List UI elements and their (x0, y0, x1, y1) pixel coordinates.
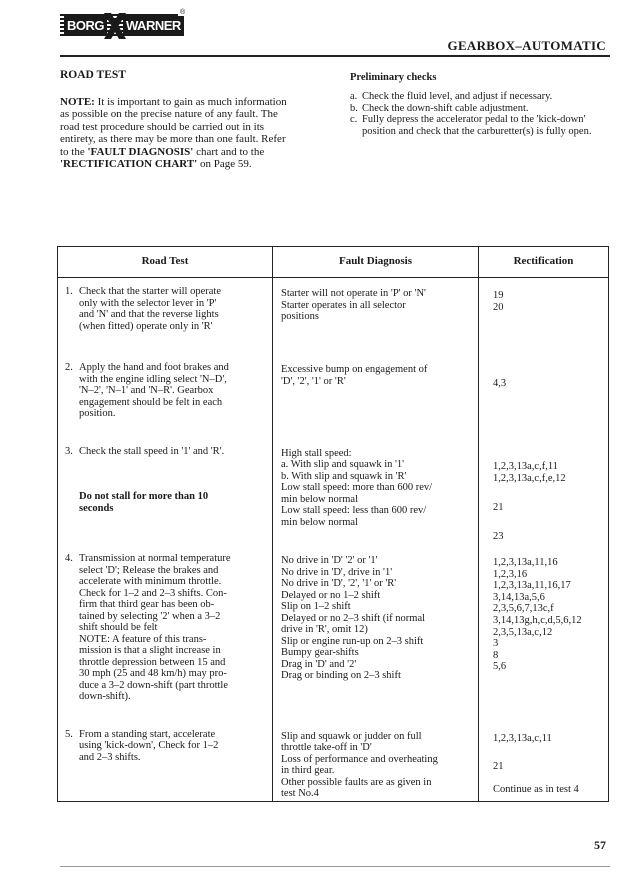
list-item: c. Fully depress the accelerator pedal to the 'kick-down' position and check that the carburetter(s) is fully open. (350, 114, 592, 137)
header-fault-diagnosis: Fault Diagnosis (273, 247, 479, 278)
cell-line: seconds (79, 502, 114, 514)
cell-line: 23 (493, 530, 504, 542)
rectification-cell (479, 348, 609, 437)
cell-line: shift should be felt (79, 622, 158, 633)
cell-line: 30 mph (25 and 48 km/h) may pro- (79, 668, 227, 679)
cell-line: High stall speed: (281, 447, 352, 459)
cell-line: 1,2,3,13a,c,f,11 (493, 461, 558, 472)
cell-line: Slip and squawk or judder on full (281, 730, 422, 742)
list-item: a. Check the fluid level, and adjust if necessary. (350, 91, 553, 102)
rect-chart-ref: 'RECTIFICATION CHART' (60, 158, 198, 171)
cell-line: Low stall speed: less than 600 rev/ (281, 505, 427, 516)
cell-line: Starter operates in all selector (281, 299, 406, 311)
cell-line: duce a 3–2 down-shift (part throttle (79, 679, 228, 691)
cell-line: 1,2,3,13a,11,16 (493, 557, 558, 568)
fault-diagnosis-cell (273, 543, 479, 717)
cell-line: and 'N' and that the reverse lights (79, 309, 219, 320)
preliminary-checks-title: Preliminary checks (350, 72, 437, 83)
registered-mark: ® (180, 9, 186, 16)
cell-line: Low stall speed: more than 600 rev/ (281, 482, 433, 493)
list-item: b. Check the down-shift cable adjustment. (350, 102, 529, 114)
cell-line: a. With slip and squawk in '1' (281, 459, 405, 470)
cell-line: engagement should be felt in each (79, 396, 223, 408)
cell-line: drive in 'R', omit 12) (281, 624, 368, 635)
cell-line: min below normal (281, 493, 358, 505)
cell-line: No drive in 'D', drive in '1' (281, 566, 393, 578)
cell-line: 'D', '2', '1' or 'R' (281, 375, 346, 387)
table-body (58, 278, 609, 802)
road-test-cell (58, 348, 273, 437)
cell-line: (when fitted) operate only in 'R' (79, 320, 213, 332)
cell-line: positions (281, 311, 319, 322)
header-rectification: Rectification (479, 247, 609, 278)
fault-diagnosis-cell (273, 717, 479, 802)
road-test-cell (58, 717, 273, 802)
cell-line: with the engine idling select 'N–D', (79, 373, 227, 385)
cell-line (493, 450, 607, 462)
cell-line: using 'kick-down', Check for 1–2 (79, 740, 219, 751)
cell-line: 1,2,3,13a,11,16,17 (493, 580, 571, 591)
cell-line: Check the stall speed in '1' and 'R'. (79, 445, 225, 457)
cell-line (493, 366, 607, 378)
cell-line (493, 773, 607, 785)
cell-line (493, 484, 607, 496)
cell-line: tained by selecting '2' when a 3–2 (79, 610, 221, 622)
cell-line: 1,2,3,16 (493, 568, 528, 580)
cell-line: 4,3 (493, 377, 507, 389)
cell-line: Delayed or no 2–3 shift (if normal (281, 612, 426, 624)
cell-line: 2,3,5,6,7,13c,f (493, 603, 554, 614)
cell-line: test No.4 (281, 788, 319, 799)
cell-line: position. (79, 408, 116, 419)
rectification-cell (479, 278, 609, 349)
test-number: 4. (65, 553, 73, 564)
road-test-note: NOTE: It is important to gain as much information as possible on the precise nature of any fault. The road test procedure should be carried out in its entirety, as there may be more than one fault. Refer to the 'FAULT DIAGNOSIS' chart and to the 'RECTIFICATION CHART' on Page 59. (60, 96, 287, 171)
cell-line: No drive in 'D', '2', '1' or 'R' (281, 578, 397, 589)
cell-line: Loss of performance and overheating (281, 753, 438, 765)
cell-line: Slip or engine run-up on 2–3 shift (281, 635, 424, 647)
fault-chart-ref: 'FAULT DIAGNOSIS' (87, 145, 194, 158)
fault-diagnosis-cell (273, 348, 479, 437)
cell-line: firm that third gear has been ob- (79, 599, 215, 610)
fault-diagnosis-cell (273, 437, 479, 544)
cell-line: 21 (493, 761, 504, 772)
table-row (58, 437, 609, 544)
cell-line: 21 (493, 501, 504, 513)
cell-line: Bumpy gear-shifts (281, 647, 359, 658)
table-row (58, 348, 609, 437)
rectification-cell (479, 437, 609, 544)
cell-line: 3 (493, 638, 499, 649)
cell-line: Apply the hand and foot brakes and (79, 362, 229, 373)
test-number: 1. (65, 286, 73, 297)
cell-line: 19 (493, 290, 504, 301)
preliminary-checks-list (350, 91, 612, 137)
test-number: 5. (65, 728, 73, 740)
cell-line: Do not stall for more than 10 (79, 491, 209, 502)
cell-line: 3,14,13g,h,c,d,5,6,12 (493, 615, 582, 626)
logo-word-warner: WARNER (123, 16, 184, 36)
table-row (58, 543, 609, 717)
cell-line: throttle take-off in 'D' (281, 742, 372, 753)
borg-warner-logo (60, 9, 186, 39)
cell-line: 1,2,3,13a,c,f,e,12 (493, 472, 566, 484)
cell-line: Excessive bump on engagement of (281, 364, 428, 375)
cell-line: Check that the starter will operate (79, 286, 221, 297)
cell-line: From a standing start, accelerate (79, 728, 216, 740)
cell-line: 20 (493, 301, 504, 313)
cell-line: Check for 1–2 and 2–3 shifts. Con- (79, 587, 227, 599)
cell-line: Starter will not operate in 'P' or 'N' (281, 288, 426, 299)
cell-line: accelerate with minimum throttle. (79, 576, 222, 587)
table-row (58, 717, 609, 802)
road-test-cell (58, 437, 273, 544)
cell-line: and 2–3 shifts. (79, 751, 141, 763)
road-test-title: ROAD TEST (60, 69, 126, 81)
cell-line: 3,14,13a,5,6 (493, 591, 545, 603)
cell-line: 2,3,5,13a,c,12 (493, 626, 553, 638)
cell-line: select 'D'; Release the brakes and (79, 564, 219, 576)
section-title: GEARBOX–AUTOMATIC (447, 38, 606, 53)
cell-line: 'N–2', 'N–1' and 'N–R'. Gearbox (79, 385, 214, 396)
cell-line: NOTE: A feature of this trans- (79, 633, 207, 645)
footer-divider (60, 866, 610, 867)
page-number: 57 (594, 838, 606, 852)
cell-line: Transmission at normal temperature (79, 553, 231, 564)
rectification-cell (479, 543, 609, 717)
header-road-test: Road Test (58, 247, 273, 278)
cell-line: Drag in 'D' and '2' (281, 658, 357, 670)
cell-line: b. With slip and squawk in 'R' (281, 470, 407, 482)
note-label: NOTE: (60, 96, 95, 108)
cell-line: Other possible faults are as given in (281, 776, 432, 788)
cell-line: in third gear. (281, 765, 335, 776)
cell-line: down-shift). (79, 691, 131, 702)
test-number: 3. (65, 445, 73, 457)
logo-word-borg: BORG (64, 16, 107, 36)
cell-line: Delayed or no 1–2 shift (281, 589, 381, 601)
table-row (58, 278, 609, 349)
cell-line: min below normal (281, 516, 358, 528)
fault-diagnosis-cell (273, 278, 479, 349)
cell-line (493, 513, 607, 525)
cell-line: 5,6 (493, 661, 507, 672)
road-test-table (57, 246, 609, 802)
rectification-cell (479, 717, 609, 802)
cell-line: Continue as in test 4 (493, 784, 579, 795)
header-divider (60, 55, 610, 57)
road-test-cell (58, 543, 273, 717)
road-test-cell (58, 278, 273, 349)
cell-line: No drive in 'D' '2' or '1' (281, 555, 378, 566)
cell-line (493, 744, 607, 756)
cell-line: throttle depression between 15 and (79, 656, 226, 668)
cell-line: mission is that a slight increase in (79, 645, 221, 656)
cell-line: Drag or binding on 2–3 shift (281, 670, 401, 681)
cell-line: Slip on 1–2 shift (281, 601, 351, 612)
cell-line: only with the selector lever in 'P' (79, 297, 217, 309)
test-number: 2. (65, 362, 73, 373)
cell-line: 8 (493, 649, 499, 661)
cell-line: 1,2,3,13a,c,11 (493, 732, 552, 744)
